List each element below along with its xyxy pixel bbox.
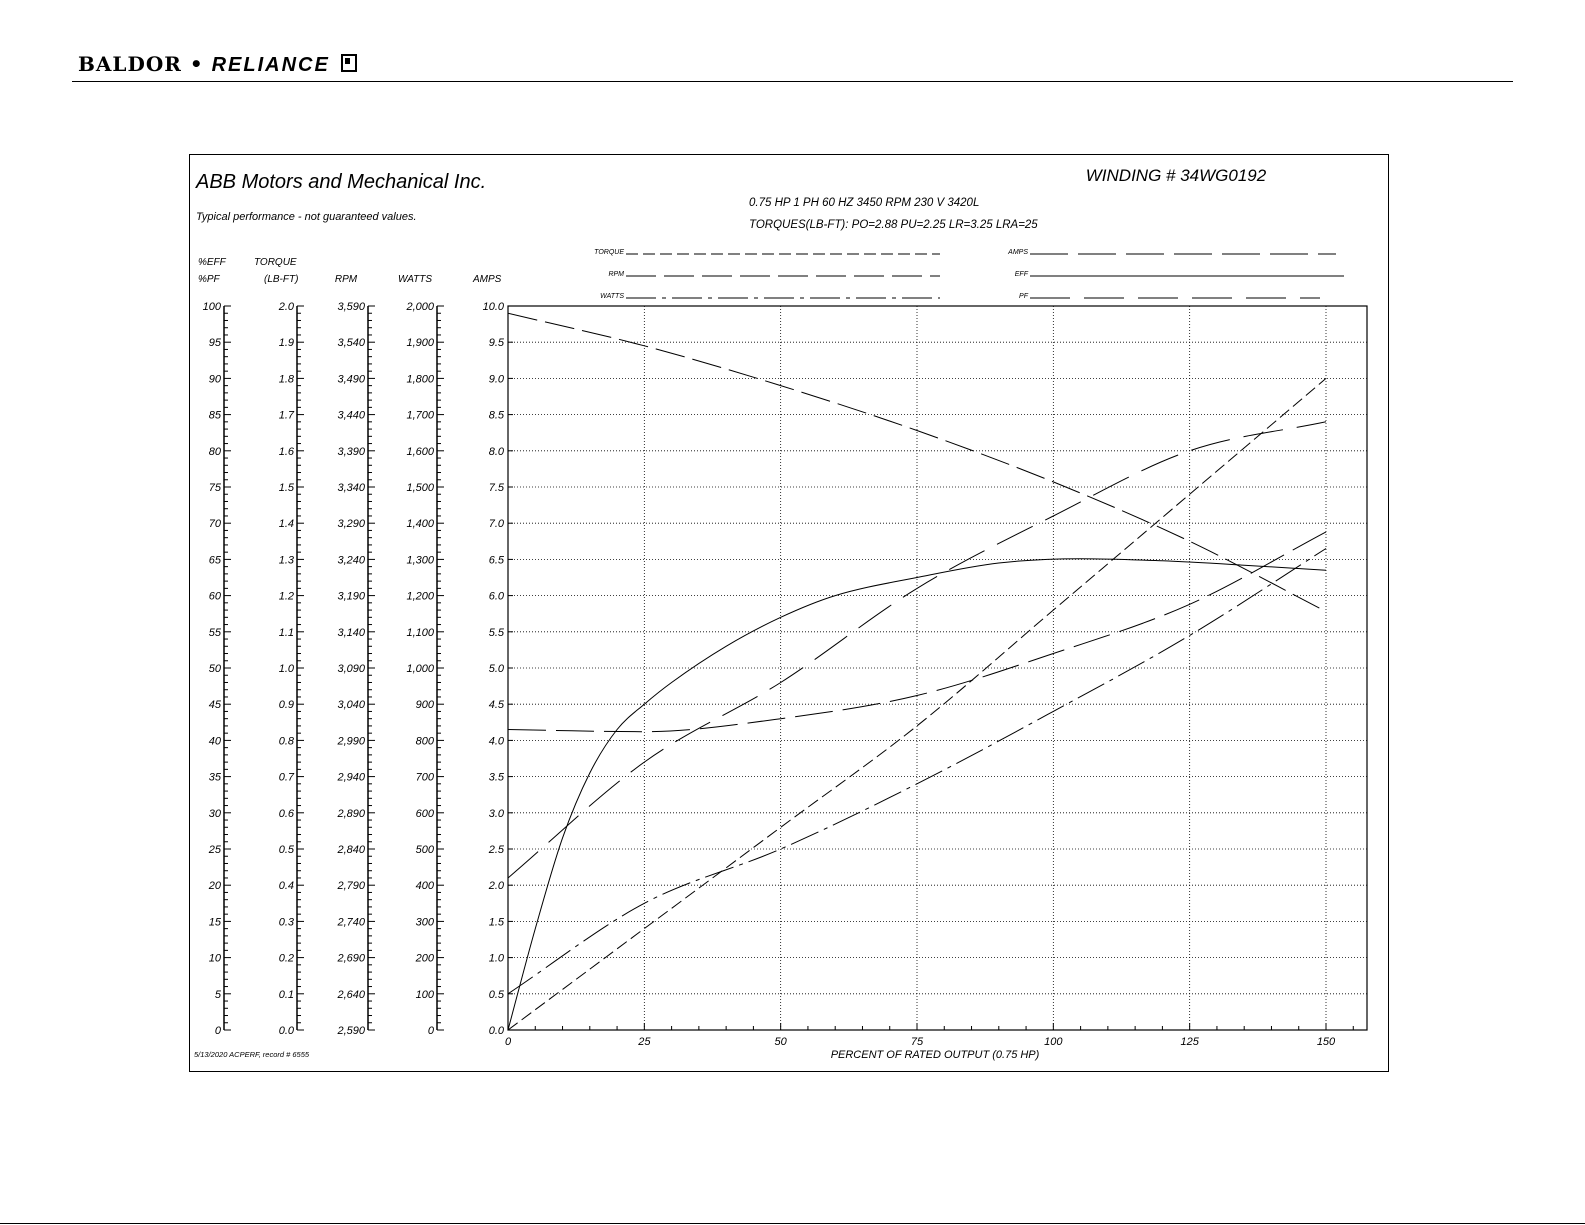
tick-label-amps: 6.5 xyxy=(488,554,504,567)
tick-label-rpm: 3,340 xyxy=(337,482,365,494)
tick-label-watts: 1,400 xyxy=(406,518,434,531)
series-line-eff xyxy=(508,559,1326,1030)
tick-label-amps: 2.5 xyxy=(488,844,504,856)
chart-frame xyxy=(189,154,1389,1072)
axis-label-rpm: RPM xyxy=(334,274,358,285)
tick-label-watts: 500 xyxy=(415,844,434,856)
tick-label-torque: 2.0 xyxy=(278,301,294,313)
tick-label-watts: 600 xyxy=(415,807,434,820)
tick-label-eff_pf: 5 xyxy=(214,988,221,1001)
footer-note: 5/13/2020 ACPERF, record # 6555 xyxy=(194,1050,310,1059)
axis-label-torque: (LB-FT) xyxy=(264,274,299,285)
brand-name-reliance: RELIANCE xyxy=(211,54,330,76)
tick-label-eff_pf: 60 xyxy=(208,590,221,603)
tick-label-amps: 4.5 xyxy=(488,699,504,712)
tick-label-rpm: 3,590 xyxy=(337,301,365,313)
tick-label-watts: 1,700 xyxy=(406,409,434,422)
disclaimer-text: Typical performance - not guaranteed values. xyxy=(196,211,417,223)
tick-label-rpm: 2,890 xyxy=(337,807,365,820)
axis-label-torque: TORQUE xyxy=(254,257,297,268)
axis-eff_pf xyxy=(198,257,231,1037)
axis-label-eff_pf: %EFF xyxy=(198,257,226,268)
tick-label-watts: 100 xyxy=(415,988,434,1001)
tick-label-amps: 2.0 xyxy=(488,880,504,893)
x-axis-label: PERCENT OF RATED OUTPUT (0.75 HP) xyxy=(830,1049,1040,1061)
tick-label-torque: 1.8 xyxy=(278,373,294,386)
tick-label-rpm: 2,740 xyxy=(337,916,365,929)
tick-label-amps: 8.5 xyxy=(488,409,504,422)
tick-label-watts: 1,900 xyxy=(406,337,434,350)
tick-label-eff_pf: 20 xyxy=(208,880,221,893)
tick-label-watts: 700 xyxy=(415,771,434,784)
brand-name-baldor: BALDOR xyxy=(78,52,182,76)
tick-label-rpm: 3,040 xyxy=(337,699,365,712)
legend-label-watts: WATTS xyxy=(600,293,624,300)
tick-label-torque: 0.8 xyxy=(278,735,294,748)
tick-label-watts: 900 xyxy=(415,699,434,712)
legend-left xyxy=(594,249,940,300)
tick-label-watts: 0 xyxy=(427,1025,434,1037)
tick-label-amps: 3.5 xyxy=(488,771,504,784)
legend-label-pf: PF xyxy=(1019,293,1028,300)
tick-label-eff_pf: 45 xyxy=(208,699,221,712)
winding-label: WINDING # 34WG0192 xyxy=(1085,166,1267,185)
axis-amps xyxy=(472,274,505,1037)
y-axes xyxy=(198,257,505,1037)
rating-line: 0.75 HP 1 PH 60 HZ 3450 RPM 230 V 3420L xyxy=(749,197,980,209)
tick-label-rpm: 2,690 xyxy=(337,952,365,965)
tick-label-amps: 8.0 xyxy=(488,445,504,458)
tick-label-rpm: 3,290 xyxy=(337,518,365,531)
series-line-pf xyxy=(508,422,1326,878)
tick-label-amps: 4.0 xyxy=(488,735,504,748)
legend-label-torque: TORQUE xyxy=(594,249,624,256)
tick-label-watts: 1,300 xyxy=(406,554,434,567)
brand-mark-icon xyxy=(341,54,357,72)
tick-label-eff_pf: 55 xyxy=(208,626,221,639)
tick-label-amps: 6.0 xyxy=(488,590,504,603)
tick-label-torque: 0.7 xyxy=(278,771,294,784)
header-rule xyxy=(72,81,1513,82)
legend-label-amps: AMPS xyxy=(1008,249,1028,256)
tick-label-torque: 0.2 xyxy=(278,952,294,965)
tick-label-rpm: 2,790 xyxy=(337,880,365,893)
tick-label-torque: 1.1 xyxy=(278,626,294,639)
axis-label-eff_pf: %PF xyxy=(198,274,220,285)
tick-label-watts: 1,800 xyxy=(406,373,434,386)
tick-label-eff_pf: 30 xyxy=(208,807,221,820)
tick-label-torque: 0.5 xyxy=(278,844,294,856)
tick-label-rpm: 2,840 xyxy=(337,844,365,856)
legend-label-eff: EFF xyxy=(1014,271,1028,278)
tick-label-rpm: 3,490 xyxy=(337,373,365,386)
tick-label-amps: 3.0 xyxy=(488,807,504,820)
legend-label-rpm: RPM xyxy=(608,271,624,278)
axis-label-amps: AMPS xyxy=(473,274,502,285)
axis-label-watts: WATTS xyxy=(397,274,433,285)
brand-logo xyxy=(78,52,357,77)
tick-label-torque: 0.3 xyxy=(278,916,294,929)
tick-label-eff_pf: 70 xyxy=(208,518,221,531)
x-tick-label: 50 xyxy=(774,1036,787,1048)
tick-label-eff_pf: 35 xyxy=(208,771,221,784)
tick-label-eff_pf: 65 xyxy=(208,554,221,567)
torques-line: TORQUES(LB-FT): PO=2.88 PU=2.25 LR=3.25 LRA=25 xyxy=(749,219,1038,231)
tick-label-eff_pf: 100 xyxy=(202,301,221,313)
tick-label-eff_pf: 25 xyxy=(208,844,221,856)
tick-label-watts: 1,100 xyxy=(406,626,434,639)
footer-rule xyxy=(0,1223,1585,1224)
tick-label-torque: 0.6 xyxy=(278,807,294,820)
tick-label-eff_pf: 15 xyxy=(208,916,221,929)
tick-label-torque: 1.4 xyxy=(278,518,294,531)
tick-label-amps: 1.0 xyxy=(488,952,504,965)
tick-label-amps: 9.0 xyxy=(488,373,504,386)
tick-label-torque: 1.6 xyxy=(278,445,294,458)
tick-label-watts: 1,600 xyxy=(406,445,434,458)
tick-label-amps: 7.0 xyxy=(488,518,504,531)
tick-label-amps: 9.5 xyxy=(488,337,504,350)
tick-label-watts: 200 xyxy=(415,952,434,965)
tick-label-rpm: 3,440 xyxy=(337,409,365,422)
tick-label-rpm: 2,940 xyxy=(337,771,365,784)
tick-label-torque: 1.7 xyxy=(278,409,294,422)
tick-label-torque: 0.4 xyxy=(278,880,294,893)
x-tick-label: 0 xyxy=(504,1036,512,1048)
tick-label-watts: 1,500 xyxy=(406,482,434,494)
tick-label-amps: 7.5 xyxy=(488,482,504,494)
tick-label-amps: 0.0 xyxy=(488,1025,504,1037)
tick-label-watts: 2,000 xyxy=(406,301,434,313)
axis-watts xyxy=(398,274,444,1037)
tick-label-rpm: 2,640 xyxy=(337,988,365,1001)
tick-label-amps: 0.5 xyxy=(488,988,504,1001)
tick-label-watts: 400 xyxy=(415,880,434,893)
tick-label-rpm: 3,190 xyxy=(337,590,365,603)
tick-label-eff_pf: 95 xyxy=(208,337,221,350)
axis-rpm xyxy=(335,274,375,1037)
tick-label-torque: 1.3 xyxy=(278,554,294,567)
tick-label-rpm: 2,990 xyxy=(337,735,365,748)
tick-label-amps: 10.0 xyxy=(482,301,504,313)
tick-label-rpm: 3,090 xyxy=(337,663,365,675)
tick-label-amps: 5.0 xyxy=(488,663,504,675)
tick-label-watts: 1,200 xyxy=(406,590,434,603)
tick-label-eff_pf: 10 xyxy=(208,952,221,965)
tick-label-torque: 1.2 xyxy=(278,590,294,603)
plot-area xyxy=(505,306,1367,1048)
tick-label-eff_pf: 50 xyxy=(208,663,221,675)
x-tick-label: 100 xyxy=(1044,1036,1063,1048)
tick-label-rpm: 3,140 xyxy=(337,626,365,639)
tick-label-rpm: 2,590 xyxy=(337,1025,365,1037)
tick-label-watts: 300 xyxy=(415,916,434,929)
tick-label-rpm: 3,390 xyxy=(337,445,365,458)
brand-separator: • xyxy=(189,52,204,76)
tick-label-eff_pf: 40 xyxy=(208,735,221,748)
tick-label-watts: 1,000 xyxy=(406,663,434,675)
tick-label-rpm: 3,240 xyxy=(337,554,365,567)
tick-label-torque: 0.0 xyxy=(278,1025,294,1037)
tick-label-amps: 1.5 xyxy=(488,916,504,929)
performance-chart xyxy=(190,155,1390,1073)
x-tick-label: 150 xyxy=(1316,1036,1336,1048)
tick-label-torque: 0.1 xyxy=(278,988,294,1001)
tick-label-amps: 5.5 xyxy=(488,626,504,639)
tick-label-eff_pf: 0 xyxy=(214,1025,221,1037)
tick-label-torque: 0.9 xyxy=(278,699,294,712)
x-tick-label: 125 xyxy=(1180,1036,1199,1048)
tick-label-rpm: 3,540 xyxy=(337,337,365,350)
tick-label-eff_pf: 75 xyxy=(208,482,221,494)
company-title: ABB Motors and Mechanical Inc. xyxy=(196,171,487,193)
x-tick-label: 25 xyxy=(638,1036,651,1048)
legend-right xyxy=(1007,249,1344,300)
tick-label-watts: 800 xyxy=(415,735,434,748)
x-tick-label: 75 xyxy=(910,1036,924,1048)
tick-label-torque: 1.9 xyxy=(278,337,294,350)
tick-label-torque: 1.0 xyxy=(278,663,294,675)
tick-label-eff_pf: 80 xyxy=(208,445,221,458)
axis-torque xyxy=(254,257,304,1037)
tick-label-torque: 1.5 xyxy=(278,482,294,494)
tick-label-eff_pf: 90 xyxy=(208,373,221,386)
tick-label-eff_pf: 85 xyxy=(208,409,221,422)
